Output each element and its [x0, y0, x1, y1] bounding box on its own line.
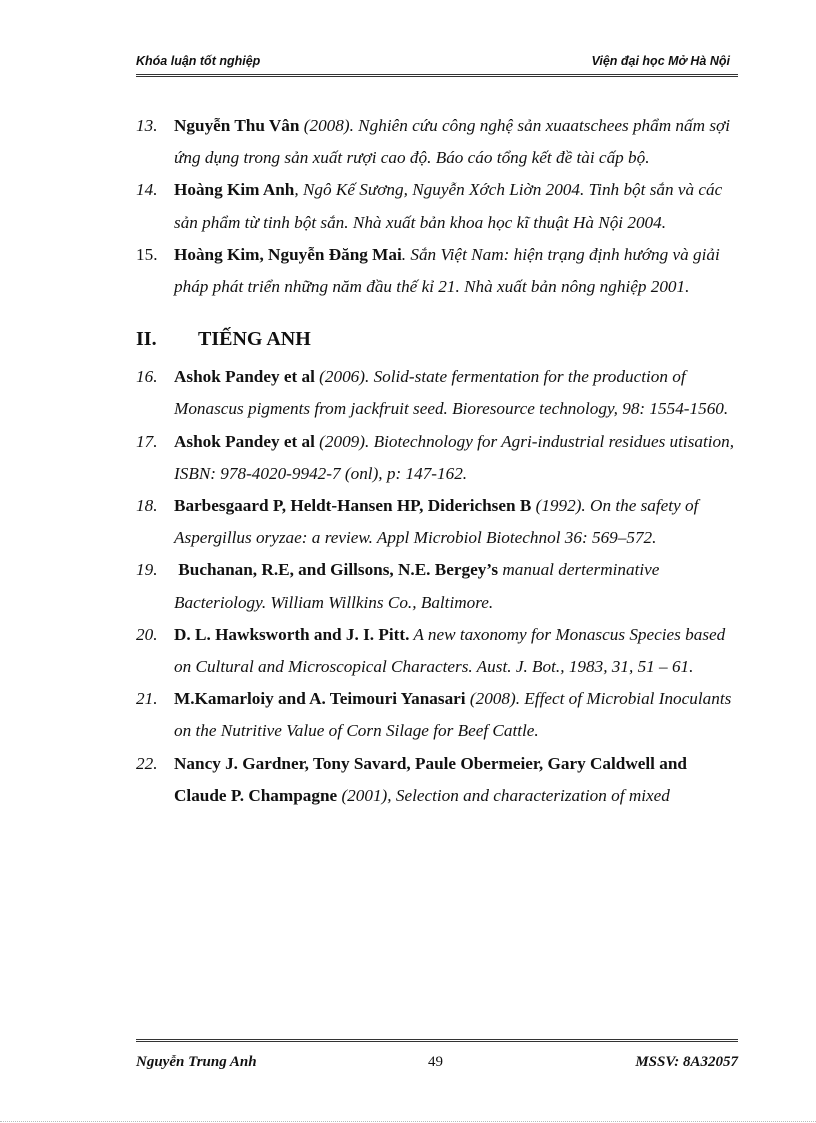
reference-number: 19. — [136, 560, 158, 580]
footer-author: Nguyễn Trung Anh — [136, 1054, 257, 1070]
reference-number: 13. — [136, 116, 158, 135]
reference-item — [136, 748, 738, 812]
reference-details: manual derterminative Bacteriology. William Willkins Co., Baltimore. — [174, 560, 660, 612]
reference-item — [136, 361, 738, 425]
reference-details: (2008). Nghiên cứu công nghệ sản xuaatschees phẩm nấm sợi ứng dụng trong sản xuất rượi cao độ. Báo cáo tổng kết đề tài cấp bộ. — [174, 116, 730, 168]
reference-authors: Nguyễn Thu Vân — [174, 116, 300, 135]
references-body — [136, 110, 738, 812]
reference-item — [136, 554, 738, 618]
reference-number: 17. — [136, 431, 158, 451]
reference-item — [136, 619, 738, 683]
reference-number: 18. — [136, 496, 158, 516]
reference-number: 15. — [136, 244, 158, 264]
reference-item — [136, 110, 738, 174]
reference-item — [136, 239, 738, 303]
header-right: Viện đại học Mở Hà Nội — [591, 54, 730, 68]
reference-details: (2009). Biotechnology for Agri-industrial residues utisation, ISBN: 978-4020-9942-7 (onl), p: 147-162. — [174, 431, 735, 483]
reference-details: , Ngô Kế Sương, Nguyễn Xớch Liờn 2004. Tinh bột sắn và các sản phẩm từ tinh bột sắn. Nhà xuất bản khoa học kĩ thuật Hà Nội 2004. — [174, 180, 723, 232]
reference-authors: Nancy J. Gardner, Tony Savard, Paule Obermeier, Gary Caldwell and Claude P. Champagne — [174, 753, 687, 805]
section-title: TIẾNG ANH — [198, 328, 311, 351]
reference-details: (2006). Solid-state fermentation for the production of Monascus pigments from jackfruit seed. Bioresource technology, 98: 1554-1560. — [174, 367, 729, 419]
reference-number: 14. — [136, 180, 158, 200]
reference-details: A new taxonomy for Monascus Species based on Cultural and Microscopical Characters. Aust. J. Bot., 1983, 31, 51 – 61. — [174, 624, 726, 677]
section-heading — [136, 323, 738, 357]
reference-authors: Hoàng Kim, Nguyễn Đăng Mai — [174, 244, 402, 264]
reference-authors: Buchanan, R.E, and Gillsons, N.E. Bergey’s — [174, 560, 499, 580]
reference-authors: Ashok Pandey et al — [174, 431, 315, 451]
reference-item — [136, 490, 738, 554]
reference-authors: M.Kamarloiy and A. Teimouri Yanasari — [174, 689, 466, 709]
section-number: II. — [136, 328, 157, 351]
reference-number: 21. — [136, 689, 158, 709]
reference-details: (2001), Selection and characterization of mixed — [337, 785, 670, 805]
reference-number: 22. — [136, 753, 158, 773]
footer-student-id: MSSV: 8A32057 — [635, 1054, 738, 1070]
page-header — [136, 52, 738, 77]
reference-details: (1992). On the safety of Aspergillus oryzae: a review. Appl Microbiol Biotechnol 36: 569–572. — [174, 496, 699, 548]
reference-authors: D. L. Hawksworth and J. I. Pitt. — [174, 624, 410, 644]
reference-details: (2008). Effect of Microbial Inoculants on the Nutritive Value of Corn Silage for Beef Cattle. — [174, 689, 732, 741]
reference-number: 20. — [136, 624, 158, 644]
reference-item — [136, 174, 738, 238]
reference-authors: Ashok Pandey et al — [174, 367, 315, 387]
page-number: 49 — [428, 1054, 443, 1070]
page-edge-divider — [0, 1121, 816, 1122]
reference-authors: Hoàng Kim Anh — [174, 180, 295, 200]
reference-authors: Barbesgaard P, Heldt-Hansen HP, Diderichsen B — [174, 496, 532, 516]
reference-number: 16. — [136, 367, 158, 387]
reference-details: . Sắn Việt Nam: hiện trạng định hướng và giải pháp phát triển những năm đầu thế kỉ 21. Nhà xuất bản nông nghiệp 2001. — [174, 244, 720, 297]
reference-item — [136, 426, 738, 490]
page-footer — [136, 1039, 738, 1072]
header-left: Khóa luận tốt nghiệp — [136, 54, 261, 68]
reference-item — [136, 683, 738, 747]
